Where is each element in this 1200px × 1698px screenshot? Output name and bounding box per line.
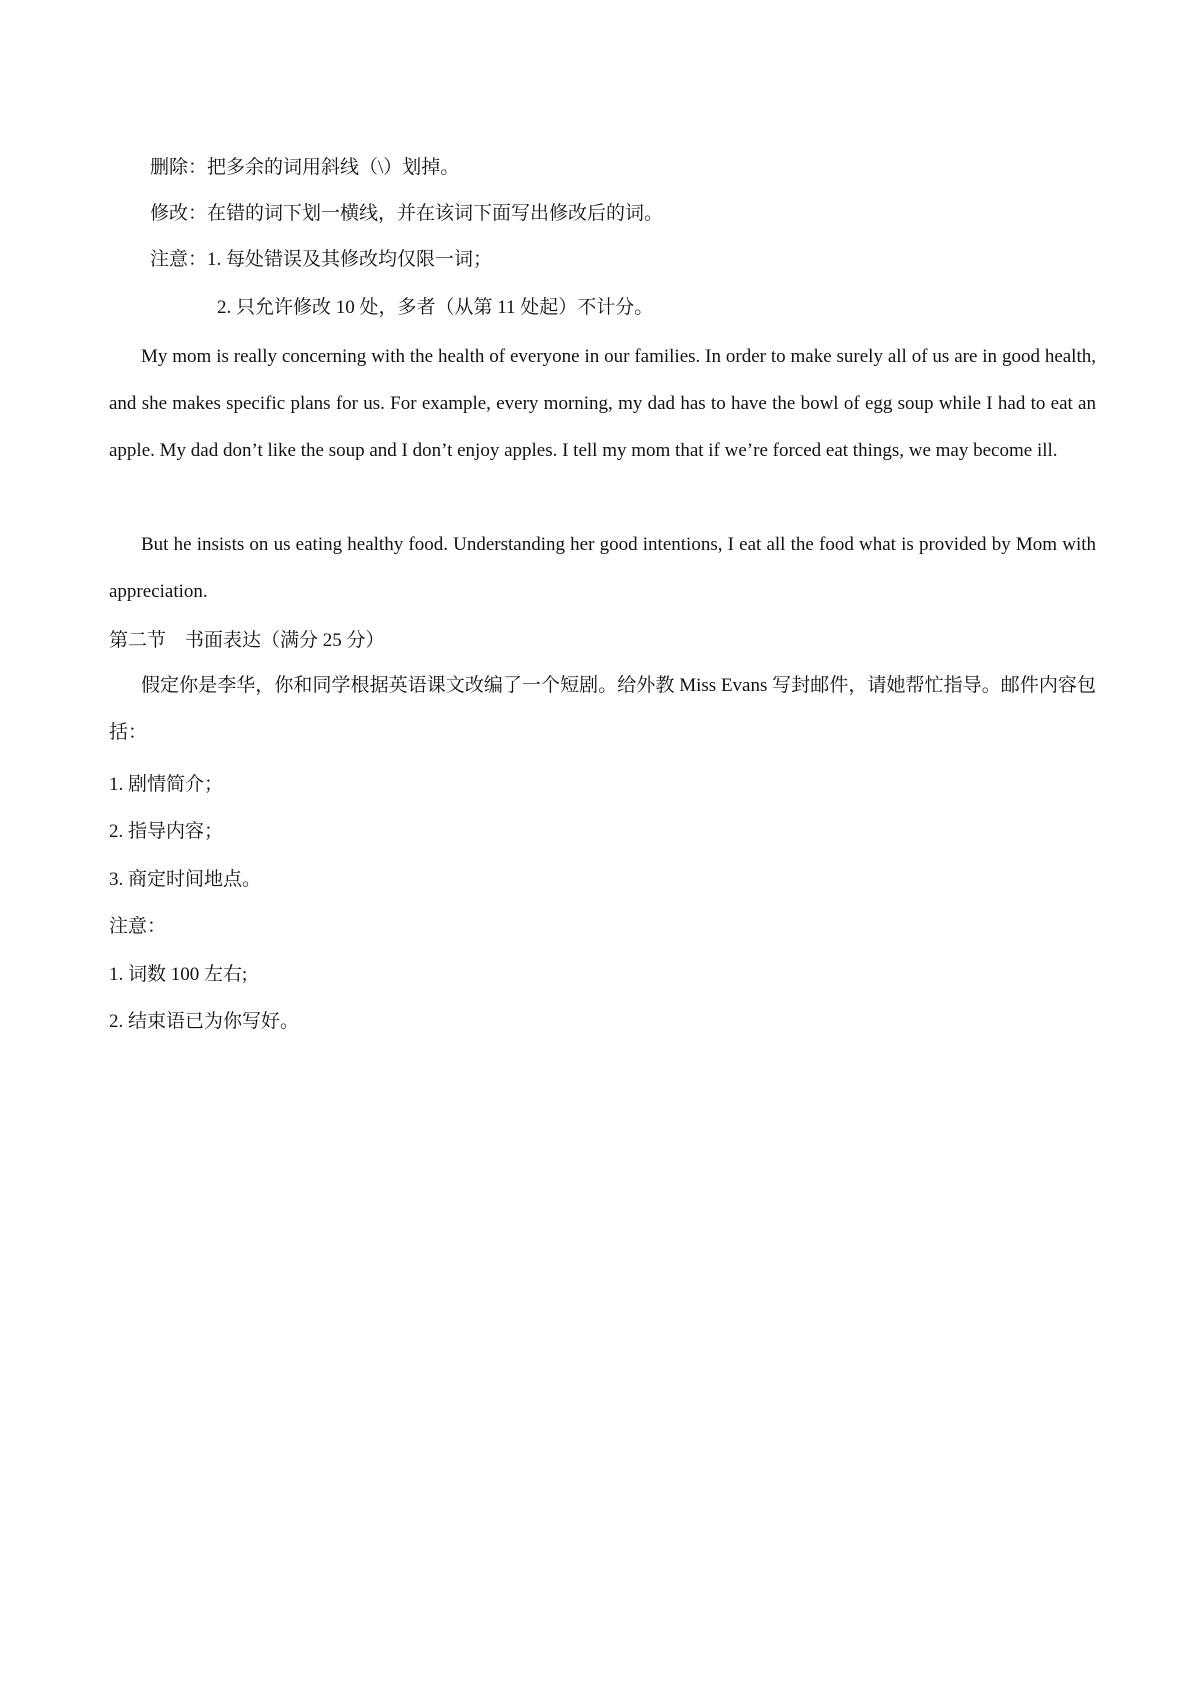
content-label: 邮件内容包括： [109, 675, 1096, 743]
writing-prompt [109, 662, 1096, 756]
notes-label: 注意： [109, 916, 167, 937]
section-heading: 第二节 书面表达（满分 25 分） [109, 630, 385, 651]
list-item: 2. 指导内容； [109, 821, 224, 842]
list-item: 1. 剧情简介； [109, 774, 224, 795]
list-item: 3. 商定时间地点。 [109, 869, 262, 890]
modify-instruction: 修改：在错的词下划一横线，并在该词下面写出修改后的词。 [150, 203, 664, 224]
passage-paragraph-2: But he insists on us eating healthy food. Understanding her good intentions, I eat all the food what is provided by Mom with appreciation. [109, 534, 1096, 602]
note-instruction-1: 注意：1. 每处错误及其修改均仅限一词； [150, 249, 493, 270]
writing-prompt-text: 假定你是李华，你和同学根据英语课文改编了一个短剧。给外教 Miss Evans 写封邮件，请她帮忙指导。 [141, 675, 1001, 696]
note-item: 2. 结束语已为你写好。 [109, 1011, 300, 1032]
delete-instruction: 删除：把多余的词用斜线（\）划掉。 [150, 157, 460, 178]
passage-paragraph-1: My mom is really concerning with the health of everyone in our families. In order to make surely all of us are in good health, and she makes specific plans for us. For example, every morning, my dad has to have the bowl of egg soup while I had to eat an apple. My dad don’t like the soup and I don’t enjoy apples. I tell my mom that if we’re forced eat things, we may become ill. [109, 346, 1096, 461]
note-item: 1. 词数 100 左右; [109, 964, 248, 985]
note-instruction-2: 2. 只允许修改 10 处，多者（从第 11 处起）不计分。 [217, 297, 654, 318]
